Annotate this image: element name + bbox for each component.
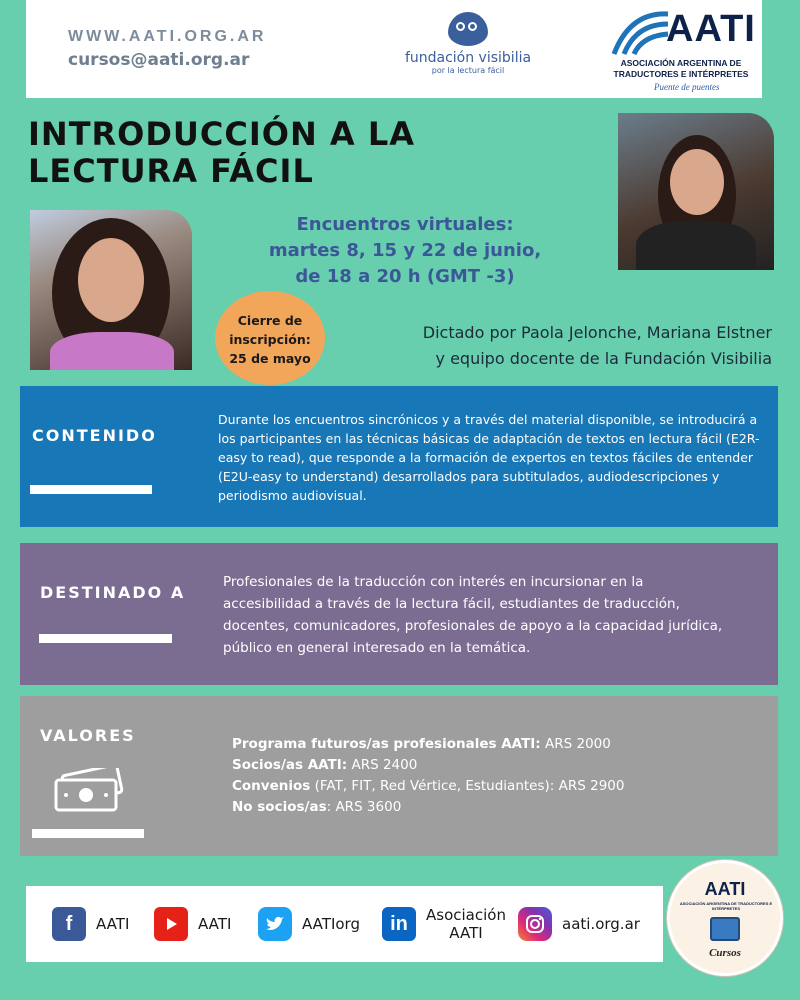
teachers-line-2: y equipo docente de la Fundación Visibilia [435, 349, 772, 368]
badge-subtitle: ASOCIACIÓN ARGENTINA DE TRADUCTORES E INTÉRPRETES [679, 901, 773, 911]
destinado-text: Profesionales de la traducción con interés en incursionar en la accesibilidad a través de la lectura fácil, estudiantes de traducción, docentes, comunicadores, profesionales de apoyo a la capacidad jurídica, público en general interesado en la temática. [223, 574, 723, 656]
visibilia-icon [448, 12, 488, 46]
valores-list [232, 734, 752, 818]
price-item: Socios/as AATI: ARS 2400 [232, 757, 418, 773]
facebook-link[interactable] [52, 886, 129, 962]
aati-line-1: ASOCIACIÓN ARGENTINA DE [620, 58, 742, 68]
teachers-line-1: Dictado por Paola Jelonche, Mariana Elstner [422, 323, 772, 342]
money-icon [54, 768, 124, 812]
linkedin-link[interactable] [382, 886, 506, 962]
aati-tagline: Puente de puentes [654, 82, 720, 92]
schedule-line-2: martes 8, 15 y 22 de junio, [268, 240, 542, 261]
price-item: Convenios (FAT, FIT, Red Vértice, Estudiantes): ARS 2900 [232, 778, 625, 794]
cursos-badge [667, 860, 783, 976]
instagram-label: aati.org.ar [562, 915, 640, 933]
twitter-link[interactable] [258, 886, 360, 962]
valores-section [20, 696, 778, 856]
title-line-1: INTRODUCCIÓN A LA [28, 115, 415, 153]
page-title [28, 116, 415, 190]
destinado-divider [39, 634, 172, 643]
price-item: No socios/as: ARS 3600 [232, 799, 402, 815]
contenido-heading: CONTENIDO [32, 426, 157, 445]
badge-label: Cursos [709, 947, 741, 959]
valores-divider [32, 829, 144, 838]
title-line-2: LECTURA FÁCIL [28, 152, 314, 190]
facebook-label: AATI [96, 915, 130, 933]
destinado-heading: DESTINADO A [40, 583, 186, 602]
website-link[interactable]: WWW.AATI.ORG.AR [68, 28, 267, 45]
twitter-icon [258, 907, 292, 941]
aati-wordmark: AATI [666, 8, 756, 50]
deadline-line-1: Cierre de [237, 313, 303, 328]
email-link[interactable]: cursos@aati.org.ar [68, 50, 250, 70]
teachers-info [352, 320, 772, 372]
computer-icon [710, 917, 740, 941]
teacher-photo-right [618, 113, 774, 270]
schedule-info [240, 212, 570, 290]
contenido-divider [30, 485, 152, 494]
header-bar [26, 0, 762, 98]
contenido-text: Durante los encuentros sincrónicos y a través del material disponible, se introducirá a los participantes en las técnicas básicas de adaptación de textos en lectura fácil (E2R- easy to read), que responde a la formación de expertos en textos fáciles de entender (E2U-easy to understand) desarrollados para subtitulados, audiodescripciones y periodismo audiovisual. [218, 412, 760, 503]
youtube-label: AATI [198, 915, 232, 933]
teacher-photo-left [30, 210, 192, 370]
linkedin-icon: in [382, 907, 416, 941]
deadline-badge [215, 291, 325, 385]
twitter-label: AATIorg [302, 915, 360, 933]
deadline-line-3: 25 de mayo [229, 351, 311, 366]
valores-heading: VALORES [40, 726, 136, 745]
visibilia-subtitle: por la lectura fácil [431, 66, 505, 75]
youtube-link[interactable] [154, 886, 231, 962]
schedule-line-3: de 18 a 20 h (GMT -3) [295, 266, 515, 287]
aati-arcs-icon [610, 8, 670, 56]
contenido-section [20, 386, 778, 527]
instagram-link[interactable] [518, 886, 640, 962]
linkedin-label: Asociación AATI [426, 906, 506, 942]
badge-wordmark: AATI [704, 879, 746, 899]
facebook-icon: f [52, 907, 86, 941]
price-item: Programa futuros/as profesionales AATI: ARS 2000 [232, 736, 611, 752]
visibilia-logo [398, 12, 538, 92]
visibilia-name: fundación visibilia [404, 50, 532, 66]
destinado-section [20, 543, 778, 685]
deadline-line-2: inscripción: [229, 332, 311, 347]
aati-line-2: TRADUCTORES E INTÉRPRETES [613, 69, 749, 79]
aati-logo [606, 6, 756, 92]
schedule-line-1: Encuentros virtuales: [296, 214, 514, 235]
social-footer [26, 886, 663, 962]
youtube-icon [154, 907, 188, 941]
instagram-icon [518, 907, 552, 941]
